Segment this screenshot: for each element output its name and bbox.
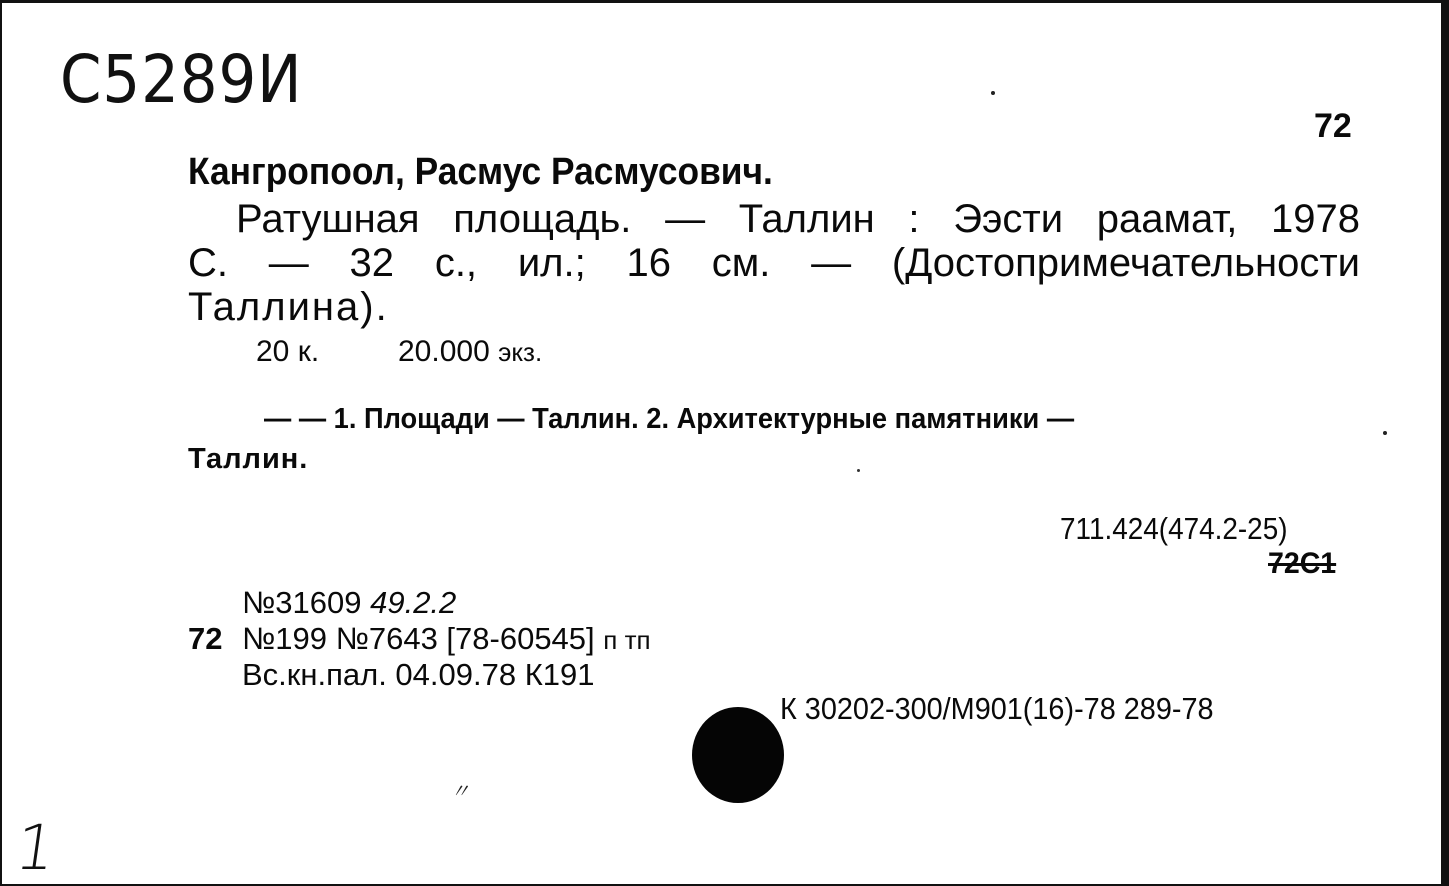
registration-numbers: №199 №7643 [78-60545]	[242, 621, 595, 656]
description-line-1: Ратушная площадь. — Таллин : Ээсти раамат, 1978	[236, 197, 1360, 241]
speck	[1383, 431, 1387, 435]
registration-number: №31609	[242, 585, 362, 620]
price: 20 к.	[256, 335, 320, 368]
author-heading: Кангропоол, Расмус Расмусович.	[188, 151, 773, 193]
registration-line-2	[242, 621, 651, 657]
speck	[857, 469, 860, 472]
subject-headings-line-2: Таллин.	[188, 443, 309, 475]
punch-hole	[692, 707, 784, 803]
handwritten-shelf-code: С5289И	[60, 41, 303, 118]
registration-line-1	[242, 585, 456, 621]
udc-index: 711.424(474.2-25)	[1060, 511, 1288, 546]
registration-type: п тп	[603, 625, 651, 655]
description-line-3: Таллина).	[188, 285, 389, 329]
print-run	[398, 335, 542, 369]
classification-number: 72	[1314, 107, 1352, 145]
handwritten-sheet-number: 1	[10, 811, 61, 884]
registration-code: 49.2.2	[370, 585, 457, 620]
print-run-unit: экз.	[498, 337, 543, 367]
stray-mark: 〃	[450, 781, 470, 803]
catalog-code: К 30202-300/М901(16)-78 289-78	[780, 691, 1214, 726]
registration-class-prefix: 72	[188, 621, 223, 656]
description-line-2: С. — 32 с., ил.; 16 см. — (Достопримечательности	[188, 241, 1360, 285]
registration-line-3: Вс.кн.пал. 04.09.78 К191	[242, 657, 595, 692]
subject-headings-line-1: — — 1. Площади — Таллин. 2. Архитектурные памятники —	[264, 403, 1075, 435]
speck	[991, 91, 995, 95]
print-run-number: 20.000	[398, 335, 490, 368]
struck-bbk-index: 72С1	[1268, 547, 1337, 580]
